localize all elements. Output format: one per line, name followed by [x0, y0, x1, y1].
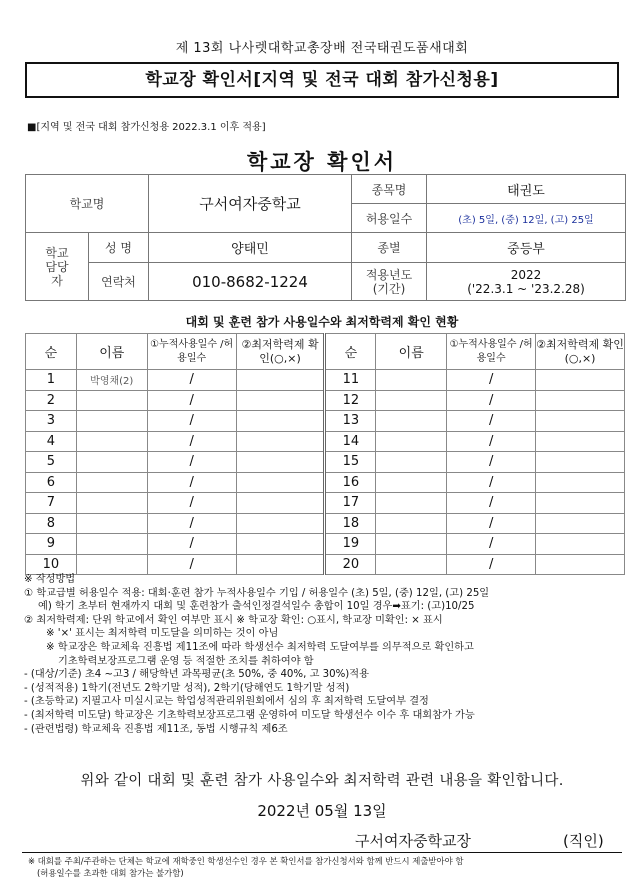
table-row: [26, 452, 625, 473]
row-number: 18: [325, 513, 376, 534]
row-number: 1: [26, 370, 77, 391]
student-name: [76, 534, 147, 555]
instruction-2: ② 최저학력제: 단위 학교에서 확인 여부만 표시 ※ 학교장 확인: ○표시, 학교장 미확인: × 표시: [24, 614, 443, 626]
header-no: 순: [325, 334, 376, 370]
min-grade-check: [236, 411, 325, 432]
confirmation-statement: 위와 같이 대회 및 훈련 참가 사용일수와 최저학력 관련 내용을 확인합니다.: [80, 773, 564, 789]
row-number: 7: [26, 493, 77, 514]
student-name: [76, 411, 147, 432]
year-value: 2022: [510, 267, 542, 282]
contact-value: 010-8682-1224: [149, 263, 352, 301]
form-banner-title: 학교장 확인서[지역 및 전국 대회 참가신청용]: [25, 62, 619, 98]
footer-divider: [22, 852, 622, 853]
year-period: ('22.3.1 ~ '23.2.28): [467, 281, 585, 296]
min-grade-check: [536, 411, 625, 432]
header-min-grade: ②최저학력제 확인(○,×): [536, 334, 625, 370]
days-used: /: [447, 370, 536, 391]
school-name-label: 학교명: [26, 175, 149, 233]
min-grade-check: [536, 554, 625, 575]
student-name: [376, 431, 447, 452]
event-label: 종목명: [352, 175, 427, 204]
row-number: 4: [26, 431, 77, 452]
row-number: 14: [325, 431, 376, 452]
year-cell: [427, 263, 626, 301]
row-number: 15: [325, 452, 376, 473]
detail-elementary: - (초등학교) 지필고사 미실시교는 학업성적관리위원회에서 심의 후 최저학력 도달여부 결정: [24, 696, 429, 708]
issue-date: 2022년 05월 13일: [257, 802, 387, 820]
row-number: 8: [26, 513, 77, 534]
min-grade-check: [536, 472, 625, 493]
days-used: /: [147, 554, 236, 575]
row-number: 2: [26, 390, 77, 411]
instruction-2-note-c: 기초학력보장프로그램 운영 등 적절한 조치를 취하여야 함: [58, 655, 314, 667]
days-used: /: [147, 390, 236, 411]
official-seal: (직인): [563, 832, 604, 850]
student-name: 박영채(2): [76, 370, 147, 391]
student-name: [76, 493, 147, 514]
days-used: /: [147, 493, 236, 514]
row-number: 16: [325, 472, 376, 493]
principal-signature: 구서여자중학교장: [355, 832, 471, 850]
min-grade-check: [236, 370, 325, 391]
contact-label: 연락처: [89, 263, 149, 301]
table-row: [26, 411, 625, 432]
record-table: [25, 333, 625, 575]
applicability-note: ■[지역 및 전국 대회 참가신청용 2022.3.1 이후 적용]: [27, 122, 266, 133]
min-grade-check: [536, 431, 625, 452]
footnote-line-1: ※ 대회를 주최/주관하는 단체는 학교에 재학중인 학생선수인 경우 본 확인서를 참가신청서와 함께 반드시 제출받아야 함: [28, 856, 464, 866]
category-label: 종별: [352, 233, 427, 263]
row-number: 20: [325, 554, 376, 575]
table-row: [26, 431, 625, 452]
detail-grades: - (성적적용) 1학기(전년도 2학기말 성적), 2학기(당해연도 1학기말 성적): [24, 682, 350, 694]
student-name: [76, 452, 147, 473]
days-used: /: [447, 431, 536, 452]
student-name: [376, 370, 447, 391]
student-name: [76, 431, 147, 452]
header-no: 순: [26, 334, 77, 370]
student-name: [376, 472, 447, 493]
school-manager-label: 학교 담당자: [26, 233, 89, 301]
student-name: [376, 452, 447, 473]
student-name: [76, 554, 147, 575]
record-rows: [26, 370, 625, 575]
student-name: [76, 472, 147, 493]
document-title: 학교장 확인서: [246, 150, 398, 174]
row-number: 6: [26, 472, 77, 493]
student-name: [376, 513, 447, 534]
manager-name-label: 성 명: [89, 233, 149, 263]
instruction-2-note-b: ※ 학교장은 학교체육 진흥법 제11조에 따라 학생선수 최저학력 도달여부를 의무적으로 확인하고: [46, 641, 474, 653]
min-grade-check: [236, 390, 325, 411]
min-grade-check: [536, 452, 625, 473]
row-number: 3: [26, 411, 77, 432]
row-number: 10: [26, 554, 77, 575]
min-grade-check: [236, 554, 325, 575]
days-used: /: [147, 411, 236, 432]
min-grade-check: [536, 493, 625, 514]
school-name-value: 구서여자중학교: [149, 175, 352, 233]
min-grade-check: [236, 472, 325, 493]
instructions-heading: ※ 작성방법: [24, 574, 76, 585]
table-row: [26, 370, 625, 391]
contest-title: 제 13회 나사렛대학교총장배 전국태권도품새대회: [175, 41, 469, 56]
min-grade-check: [536, 370, 625, 391]
instruction-1-example: 예) 학기 초부터 현재까지 대회 및 훈련참가 출석인정결석일수 총합이 10일 경우➡표기: (고)10/25: [38, 601, 475, 613]
days-used: /: [147, 513, 236, 534]
row-number: 5: [26, 452, 77, 473]
days-used: /: [447, 390, 536, 411]
student-name: [376, 534, 447, 555]
header-name: 이름: [376, 334, 447, 370]
days-used: /: [447, 554, 536, 575]
student-name: [76, 390, 147, 411]
table-row: [26, 513, 625, 534]
row-number: 17: [325, 493, 376, 514]
days-used: /: [447, 513, 536, 534]
min-grade-check: [236, 431, 325, 452]
min-grade-check: [236, 534, 325, 555]
row-number: 13: [325, 411, 376, 432]
school-info-table: [25, 174, 626, 301]
instruction-2-note-a: ※ '×' 표시는 최저학력 미도달을 의미하는 것이 아님: [46, 628, 279, 640]
footnote: [28, 856, 628, 879]
min-grade-check: [236, 493, 325, 514]
row-number: 12: [325, 390, 376, 411]
header-name: 이름: [76, 334, 147, 370]
event-value: 태권도: [427, 175, 626, 204]
days-used: /: [447, 452, 536, 473]
days-used: /: [447, 493, 536, 514]
days-used: /: [447, 411, 536, 432]
header-days: ①누적사용일수 /허용일수: [147, 334, 236, 370]
days-used: /: [147, 472, 236, 493]
min-grade-check: [236, 452, 325, 473]
student-name: [376, 390, 447, 411]
row-number: 11: [325, 370, 376, 391]
instruction-1: ① 학교급별 허용일수 적용: 대회·훈련 참가 누적사용일수 기입 / 허용일수 (초) 5일, (중) 12일, (고) 25일: [24, 587, 490, 599]
manager-name-value: 양태민: [149, 233, 352, 263]
detail-target: - (대상/기준) 초4 ~고3 / 해당학년 과목평균(초 50%, 중 40%, 고 30%)적용: [24, 669, 369, 681]
days-used: /: [147, 534, 236, 555]
days-used: /: [147, 452, 236, 473]
days-used: /: [447, 472, 536, 493]
student-name: [76, 513, 147, 534]
row-number: 19: [325, 534, 376, 555]
detail-below-minimum: - (최저학력 미도달) 학교장은 기초학력보장프로그램 운영하여 미도달 학생선수 이수 후 대회참가 가능: [24, 709, 475, 721]
table-row: [26, 554, 625, 575]
table-row: [26, 493, 625, 514]
instructions: [24, 573, 634, 736]
min-grade-check: [536, 534, 625, 555]
row-number: 9: [26, 534, 77, 555]
student-name: [376, 411, 447, 432]
footnote-line-2: (허용일수를 초과한 대회 참가는 불가함): [37, 867, 184, 878]
detail-laws: - (관련법령) 학교체육 진흥법 제11조, 동법 시행규칙 제6조: [24, 723, 288, 735]
record-section-title: 대회 및 훈련 참가 사용일수와 최저학력제 확인 현황: [185, 315, 459, 329]
allowed-days-value: (초) 5일, (중) 12일, (고) 25일: [427, 204, 626, 233]
header-min-grade: ②최저학력제 확인(○,×): [236, 334, 325, 370]
table-row: [26, 534, 625, 555]
min-grade-check: [536, 390, 625, 411]
min-grade-check: [236, 513, 325, 534]
min-grade-check: [536, 513, 625, 534]
year-label: 적용년도 (기간): [352, 263, 427, 301]
allowed-days-label: 허용일수: [352, 204, 427, 233]
student-name: [376, 493, 447, 514]
table-row: [26, 390, 625, 411]
student-name: [376, 554, 447, 575]
header-days: ①누적사용일수 /허용일수: [447, 334, 536, 370]
days-used: /: [147, 370, 236, 391]
days-used: /: [447, 534, 536, 555]
category-value: 중등부: [427, 233, 626, 263]
table-row: [26, 472, 625, 493]
days-used: /: [147, 431, 236, 452]
